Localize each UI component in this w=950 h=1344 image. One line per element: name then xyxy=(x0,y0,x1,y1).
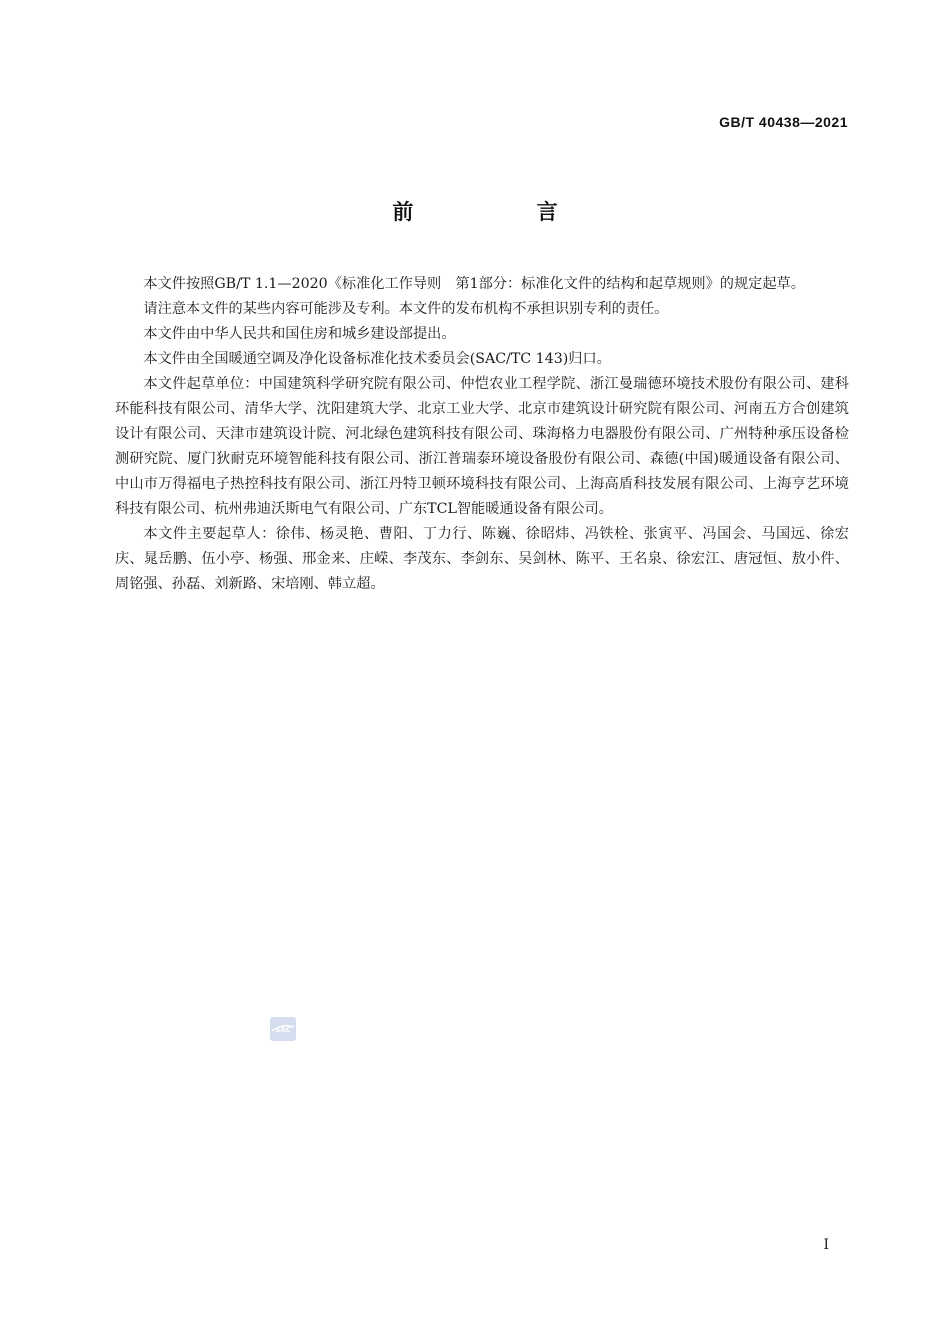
standard-code: GB/T 40438—2021 xyxy=(719,114,848,130)
page-number: I xyxy=(823,1237,829,1253)
paragraph-patent-notice: 请注意本文件的某些内容可能涉及专利。本文件的发布机构不承担识别专利的责任。 xyxy=(143,301,669,317)
paragraph-proposer: 本文件由中华人民共和国住房和城乡建设部提出。 xyxy=(143,326,456,342)
sac-logo-text: SAC xyxy=(275,1026,291,1034)
sac-logo-icon xyxy=(270,1017,296,1041)
page-title: 前 言 xyxy=(392,200,616,224)
paragraph-drafting-units: 本文件起草单位：中国建筑科学研究院有限公司、仲恺农业工程学院、浙江曼瑞德环境技术股份有限公司、建科环能科技有限公司、清华大学、沈阳建筑大学、北京工业大学、北京市建筑设计研究院有限公司、河南五方合创建筑设计有限公司、天津市建筑设计院、河北绿色建筑科技有限公司、珠海格力电器股份有限公司、广州特种承压设备检测研究院、厦门狄耐克环境智能科技有限公司、浙江普瑞泰环境设备股份有限公司、森德(中国)暖通设备有限公司、中山市万得福电子热控科技有限公司、浙江丹特卫顿环境科技有限公司、上海高盾科技发展有限公司、上海亨艺环境科技有限公司、杭州弗迪沃斯电气有限公司、广东TCL智能暖通设备有限公司。 xyxy=(115,376,849,517)
foreword-body xyxy=(115,272,849,597)
paragraph-committee: 本文件由全国暖通空调及净化设备标准化技术委员会(SAC/TC 143)归口。 xyxy=(143,351,611,367)
paragraph-drafting-rules: 本文件按照GB/T 1.1—2020《标准化工作导则 第1部分：标准化文件的结构和起草规则》的规定起草。 xyxy=(143,276,805,292)
paragraph-drafters: 本文件主要起草人：徐伟、杨灵艳、曹阳、丁力行、陈巍、徐昭炜、冯铁栓、张寅平、冯国会、马国远、徐宏庆、晁岳鹏、伍小亭、杨强、邢金来、庄嵘、李茂东、李剑东、吴剑林、陈平、王名泉、徐宏江、唐冠恒、敖小件、周铭强、孙磊、刘新路、宋培刚、韩立超。 xyxy=(115,526,849,592)
